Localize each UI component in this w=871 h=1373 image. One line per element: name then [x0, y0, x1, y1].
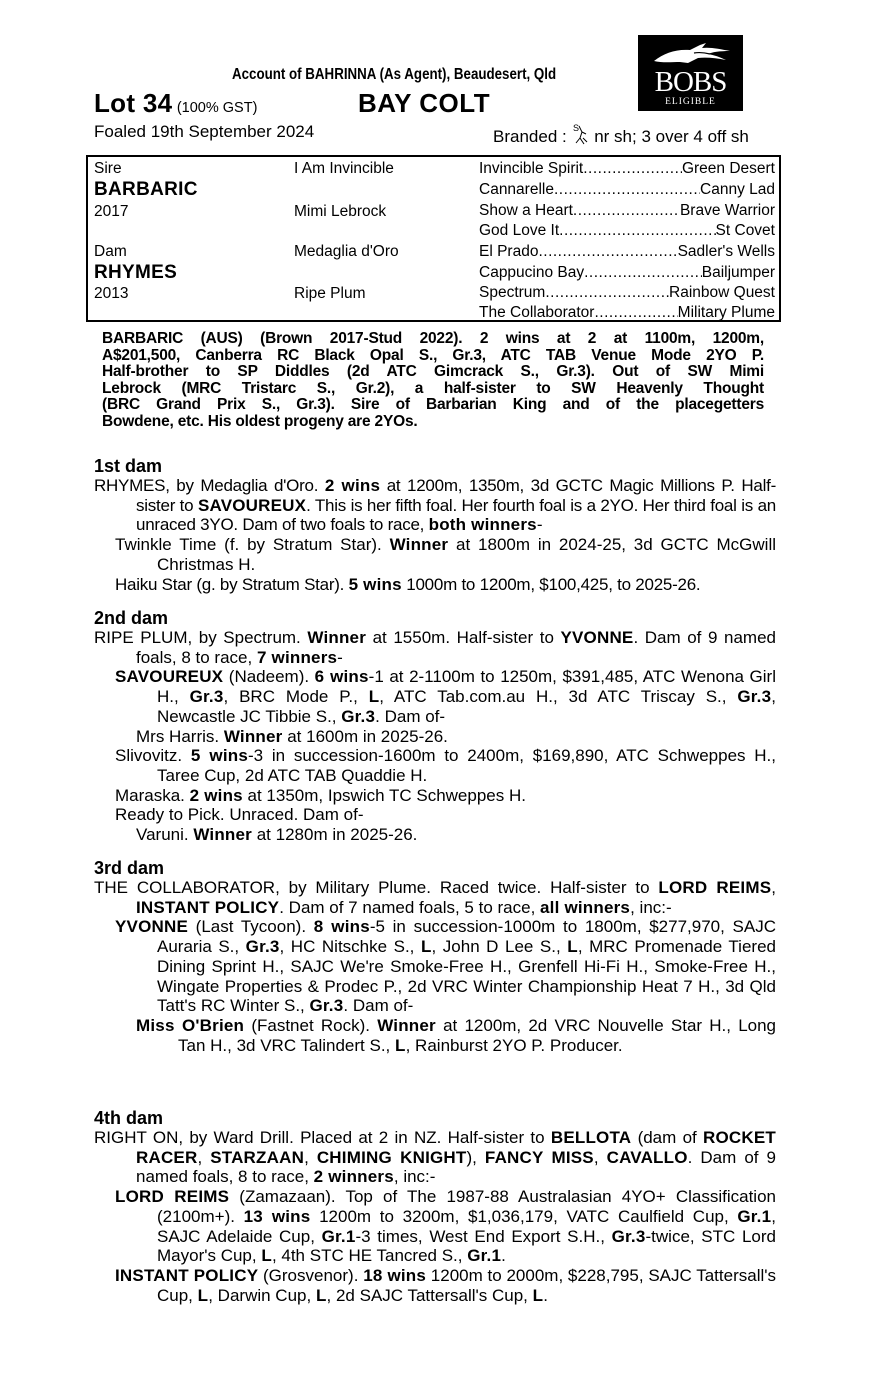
sire-label: Sire [94, 160, 122, 177]
grandsire-sire: I Am Invincible [294, 160, 394, 177]
grandsire-dam: Medaglia d'Oro [294, 243, 399, 260]
foaled-date: Foaled 19th September 2024 [94, 122, 315, 141]
gen3-row [479, 160, 775, 178]
section-heading: 4th dam [94, 1108, 164, 1128]
lot-number: Lot 34 [94, 88, 173, 118]
sire-summary-line: A$201,500, Canberra RC Black Opal S., Gr.3, ATC TAB Venue Mode 2YO P. [102, 346, 764, 364]
sire-name: BARBARIC [94, 179, 198, 200]
gen3-damsire: Green Desert [681, 160, 775, 177]
dot-leader [545, 284, 669, 302]
sire-summary-line: (BRC Grand Prix S., Gr.3). Sire of Barbarian King and of the placegetters [102, 396, 764, 414]
gst-note: (100% GST) [176, 100, 258, 116]
gen3-damsire: Rainbow Quest [669, 284, 775, 301]
sire-summary [102, 331, 764, 431]
progeny-entry: INSTANT POLICY (Grosvenor). 18 wins 1200m to 2000m, $228,795, SAJC Tattersall's Cup, L, Darwin Cup, L, 2d SAJC Tattersall's Cup, L. [115, 1265, 776, 1305]
gen3-damsire: Military Plume [677, 304, 775, 321]
gen3-row [479, 222, 775, 240]
gen3-dam: God Love It [479, 222, 560, 239]
gen3-row [479, 264, 775, 282]
progeny-entry: Haiku Star (g. by Stratum Star). 5 wins 1000m to 1200m, $100,425, to 2025-26. [115, 574, 701, 594]
horse-head-icon [650, 41, 732, 67]
gen3-damsire: Brave Warrior [679, 202, 775, 219]
dam-label: Dam [94, 243, 127, 260]
gen3-row [479, 243, 775, 261]
gen3-sire: El Prado [479, 243, 539, 260]
progeny-entry: YVONNE (Last Tycoon). 8 wins-5 in succession-1000m to 1800m, $277,970, SAJC Auraria S., Gr.3, HC Nitschke S., L, John D Lee S., L, MRC Promenade Tiered Dining Sprint H., SAJC We're Smoke-Free H., Grenfell Hi-Fi H., Smoke-Free H., Wingate Properties & Prodec P., 2d VRC Winter Championship Heat 7 H., 3d Qld Tatt's RC Winter S., Gr.3. Dam of- [115, 917, 776, 1016]
granddam-sire: Mimi Lebrock [294, 203, 387, 220]
gen3-sire: Show a Heart [479, 202, 573, 219]
section-heading: 2nd dam [94, 608, 169, 628]
vendor-account: Account of BAHRINNA (As Agent), Beaudesert, Qld [232, 66, 557, 83]
logo-subtext: ELIGIBLE [665, 97, 716, 107]
gen3-damsire: Sadler's Wells [677, 243, 775, 260]
progeny-entry: Slivovitz. 5 wins-3 in succession-1600m to 2400m, $169,890, ATC Schweppes H., Taree Cup, 2d ATC TAB Quaddie H. [115, 746, 776, 785]
gen3-damsire: Bailjumper [701, 264, 775, 281]
gen3-damsire: St Covet [715, 222, 775, 239]
section-heading: 1st dam [94, 456, 163, 476]
branded-value: nr sh; 3 over 4 off sh [594, 127, 749, 146]
gen3-dam: Cappucino Bay [479, 264, 585, 281]
gen3-damsire: Canny Lad [700, 181, 775, 198]
dam-record: THE COLLABORATOR, by Military Plume. Raced twice. Half-sister to LORD REIMS, INSTANT POLICY. Dam of 7 named foals, 5 to race, all winners, inc:- [94, 878, 776, 917]
brand-mark-icon [571, 122, 589, 146]
bobs-eligible-logo [638, 35, 743, 111]
sire-summary-line: Bowdene, etc. His oldest progeny are 2YOs. [102, 412, 418, 430]
third-dam-section [94, 858, 776, 1055]
grand-progeny-entry: Varuni. Winner at 1280m in 2025-26. [136, 825, 418, 845]
dam-name: RHYMES [94, 262, 178, 283]
dot-leader [559, 222, 715, 240]
gen3-row [479, 202, 775, 220]
granddam-dam: Ripe Plum [294, 285, 366, 302]
dam-year: 2013 [94, 285, 129, 302]
gen3-sire: Invincible Spirit [479, 160, 584, 177]
progeny-entry: Ready to Pick. Unraced. Dam of- [115, 805, 364, 825]
pedigree-table [86, 155, 781, 322]
second-dam-section [94, 608, 776, 845]
dam-record: RIPE PLUM, by Spectrum. Winner at 1550m. Half-sister to YVONNE. Dam of 9 named foals, 8 to race, 7 winners- [94, 628, 776, 667]
gen3-row [479, 284, 775, 302]
progeny-entry: LORD REIMS (Zamazaan). Top of The 1987-88 Australasian 4YO+ Classification (2100m+). 13 wins 1200m to 3200m, $1,036,179, VATC Caulfield Cup, Gr.1, SAJC Adelaide Cup, Gr.1-3 times, West End Export S.H., Gr.3-twice, STC Lord Mayor's Cup, L, 4th STC HE Tancred S., Gr.1. [115, 1187, 776, 1266]
sire-summary-line: Lebrock (MRC Tristarc S., Gr.2), a half-sister to SW Heavenly Thought [102, 379, 764, 397]
first-dam-section [94, 456, 776, 594]
dot-leader [583, 160, 682, 178]
dam-record: RIGHT ON, by Ward Drill. Placed at 2 in NZ. Half-sister to BELLOTA (dam of ROCKET RACER, STARZAAN, CHIMING KNIGHT), FANCY MISS, CAVALLO. Dam of 9 named foals, 8 to race, 2 winners, inc:- [94, 1128, 776, 1187]
dot-leader [538, 243, 677, 261]
logo-text: BOBS [654, 66, 727, 98]
dot-leader [573, 202, 680, 220]
progeny-entry: Maraska. 2 wins at 1350m, Ipswich TC Schweppes H. [115, 785, 526, 805]
gen3-sire: Spectrum [479, 284, 546, 301]
horse-description: BAY COLT [358, 88, 491, 118]
section-heading: 3rd dam [94, 858, 165, 878]
branded-label: Branded : [493, 127, 567, 146]
progeny-entry: SAVOUREUX (Nadeem). 6 wins-1 at 2-1100m to 1250m, $391,485, ATC Wenona Girl H., Gr.3, BRC Mode P., L, ATC Tab.com.au H., 3d ATC Triscay S., Gr.3, Newcastle JC Tibbie S., Gr.3. Dam of- [115, 667, 776, 726]
lot-heading [94, 88, 257, 119]
grand-progeny-entry: Miss O'Brien (Fastnet Rock). Winner at 1200m, 2d VRC Nouvelle Star H., Long Tan H., 3d VRC Talindert S., L, Rainburst 2YO P. Producer. [136, 1015, 777, 1055]
branding [493, 122, 749, 147]
progeny-entry: Twinkle Time (f. by Stratum Star). Winner at 1800m in 2024-25, 3d GCTC McGwill Christmas H. [115, 535, 776, 574]
dot-leader [554, 181, 700, 199]
gen3-row [479, 304, 775, 322]
sire-summary-line: BARBARIC (AUS) (Brown 2017-Stud 2022). 2 wins at 2 at 1100m, 1200m, [102, 330, 764, 347]
fourth-dam-section [94, 1108, 776, 1305]
sire-summary-line: Half-brother to SP Diddles (2d ATC Gimcrack S., Gr.3). Out of SW Mimi [102, 363, 764, 381]
gen3-dam: Cannarelle [479, 181, 554, 198]
gen3-row [479, 181, 775, 199]
dot-leader [594, 304, 677, 322]
dam-record: RHYMES, by Medaglia d'Oro. 2 wins at 1200m, 1350m, 3d GCTC Magic Millions P. Half-sister to SAVOUREUX. This is her fifth foal. Her fourth foal is a 2YO. Her third foal is an unraced 3YO. Dam of two foals to race, both winners- [94, 476, 776, 535]
dot-leader [584, 264, 702, 282]
svg-text:S: S [573, 123, 580, 133]
gen3-dam: The Collaborator [479, 304, 595, 321]
sire-year: 2017 [94, 203, 129, 220]
grand-progeny-entry: Mrs Harris. Winner at 1600m in 2025-26. [136, 726, 448, 746]
